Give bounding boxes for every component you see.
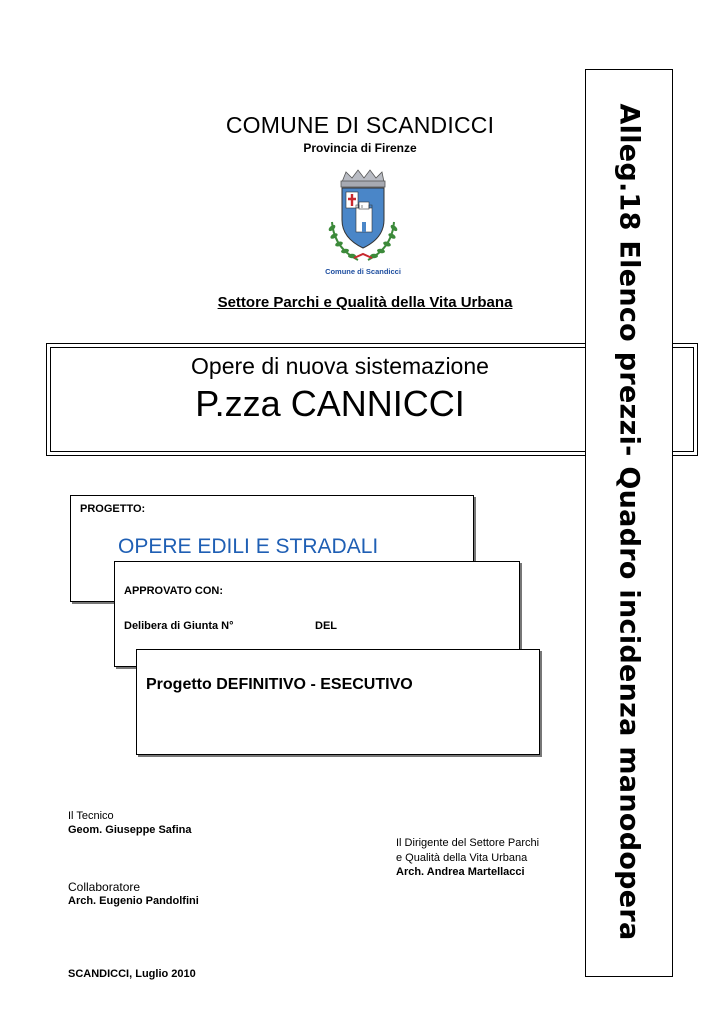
phase-box	[136, 649, 540, 755]
technician-role: Il Tecnico	[68, 810, 114, 822]
location-title: P.zza CANNICCI	[195, 383, 465, 424]
resolution-number-label: Delibera di Giunta N°	[124, 620, 234, 632]
coat-of-arms-logo	[312, 168, 412, 278]
director-role-line1: Il Dirigente del Settore Parchi	[396, 837, 540, 849]
place-and-date: SCANDICCI, Luglio 2010	[68, 968, 196, 980]
resolution-date-label: DEL	[315, 620, 337, 632]
approval-label: APPROVATO CON:	[124, 585, 224, 597]
crest-icon	[312, 168, 412, 278]
collaborator-role: Collaboratore	[68, 880, 141, 894]
department-name: Settore Parchi e Qualità della Vita Urbana	[217, 294, 513, 311]
project-value: OPERE EDILI E STRADALI	[118, 535, 379, 558]
project-phase: Progetto DEFINITIVO - ESECUTIVO	[146, 676, 413, 693]
technician-name: Geom. Giuseppe Safina	[68, 824, 192, 836]
crest-caption: Comune di Scandicci	[325, 267, 401, 276]
attachment-label: Alleg.18 Elenco prezzi- Quadro incidenza manodopera	[613, 103, 645, 941]
director-name: Arch. Andrea Martellacci	[396, 866, 525, 878]
works-description: Opere di nuova sistemazione	[191, 353, 489, 379]
collaborator-name: Arch. Eugenio Pandolfini	[68, 895, 199, 907]
municipality-title: COMUNE DI SCANDICCI	[225, 112, 495, 138]
director-role-line2: e Qualità della Vita Urbana	[396, 852, 528, 864]
province-subtitle: Provincia di Firenze	[303, 141, 417, 155]
project-label: PROGETTO:	[80, 503, 146, 515]
